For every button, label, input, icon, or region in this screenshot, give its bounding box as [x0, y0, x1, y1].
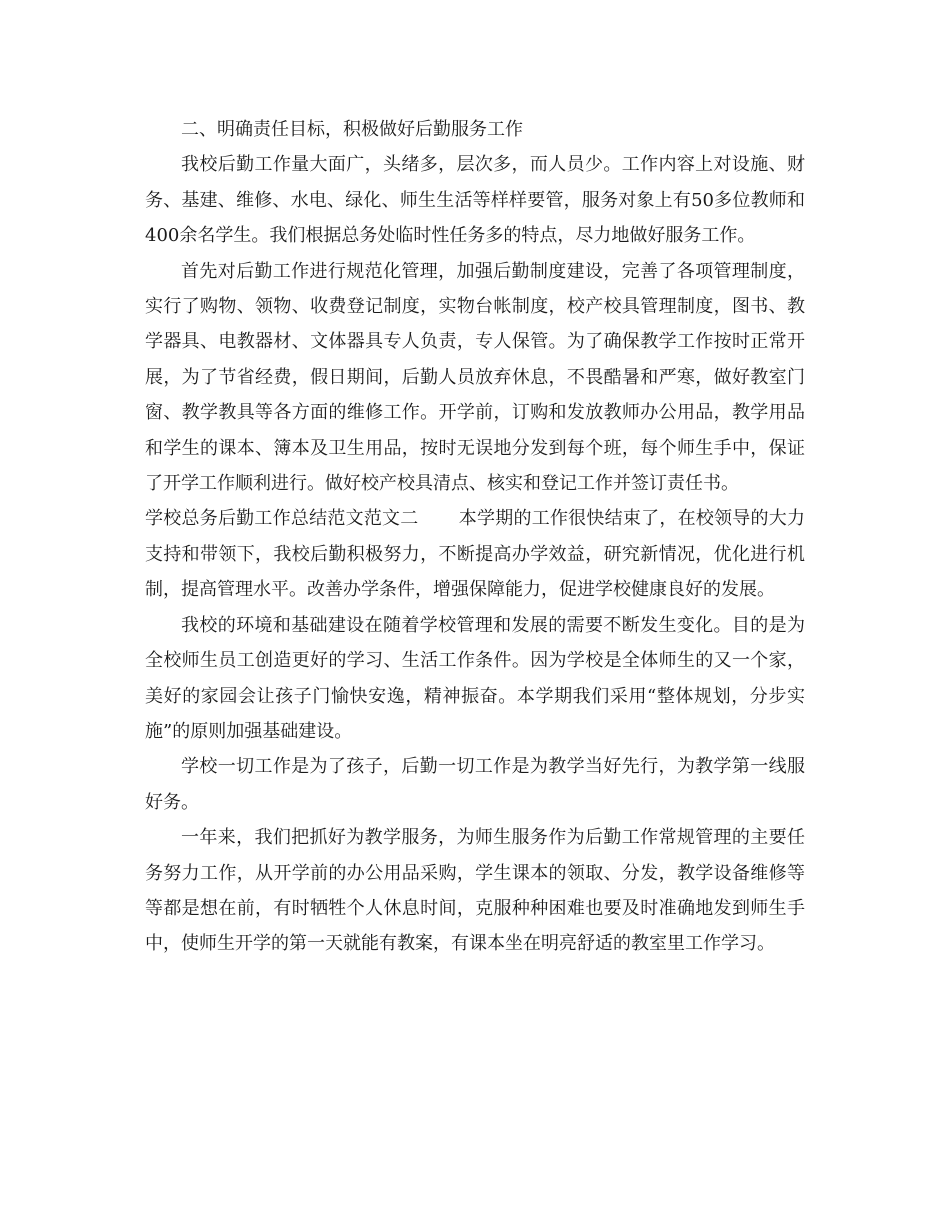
paragraph-children: 学校一切工作是为了孩子，后勤一切工作是为教学当好先行，为教学第一线服好务。: [145, 756, 805, 813]
paragraph-management: 首先对后勤工作进行规范化管理，加强后勤制度建设，完善了各项管理制度，实行了购物、领物、收费登记制度，实物台帐制度，校产校具管理制度，图书、教学器具、电教器材、文体器具专人负责，专人保管。为了确保教学工作按时正常开展，为了节省经费，假日期间，后勤人员放弃休息，不畏酷暑和严寒，做好教室门窗、教学教具等各方面的维修工作。开学前，订购和发放教师办公用品，教学用品和学生的课本、簿本及卫生用品，按时无误地分发到每个班，每个师生手中，保证了开学工作顺利进行。做好校产校具清点、核实和登记工作并签订责任书。: [145, 260, 805, 495]
document-body: [145, 112, 805, 962]
section-heading: 二、明确责任目标，积极做好后勤服务工作: [181, 119, 523, 140]
paragraph-environment: 我校的环境和基础建设在随着学校管理和发展的需要不断发生变化。目的是为全校师生员工创造更好的学习、生活工作条件。因为学校是全体师生的又一个家，美好的家园会让孩子门愉快安逸，精神振奋。本学期我们采用“整体规划，分步实施”的原则加强基础建设。: [145, 614, 805, 742]
section-two-paragraph: [145, 501, 805, 607]
paragraph-workload: 我校后勤工作量大面广，头绪多，层次多，而人员少。工作内容上对设施、财务、基建、维修、水电、绿化、师生生活等样样要管，服务对象上有50多位教师和400余名学生。我们根据总务处临时性任务多的特点，尽力地做好服务工作。: [145, 154, 805, 247]
section-two-intro: 本学期的工作很快结束了，在校领导的大力支持和带领下，我校后勤积极努力，不断提高办学效益，研究新情况，优化进行机制，提高管理水平。改善办学条件，增强保障能力，促进学校健康良好的发展。: [145, 508, 805, 601]
paragraph-one-year: 一年来，我们把抓好为教学服务，为师生服务作为后勤工作常规管理的主要任务努力工作，从开学前的办公用品采购，学生课本的领取、分发，教学设备维修等等都是想在前，有时牺牲个人休息时间，克服种种困难也要及时准确地发到师生手中，使师生开学的第一天就能有教案，有课本坐在明亮舒适的教室里工作学习。: [145, 827, 805, 955]
section-two-title: 学校总务后勤工作总结范文范文二: [145, 508, 419, 530]
